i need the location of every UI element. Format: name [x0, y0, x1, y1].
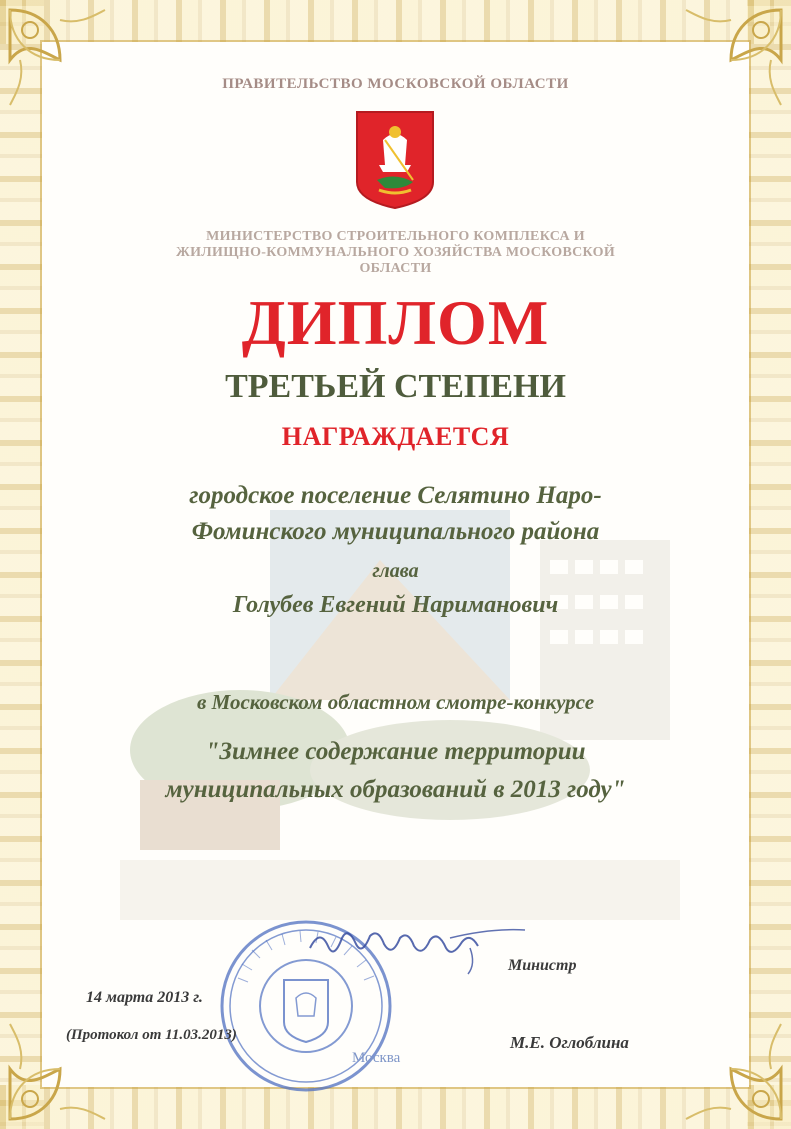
frame-border-top — [0, 0, 791, 44]
recipient-line: городское поселение Селятино Наро- — [189, 482, 602, 509]
contest-intro: в Московском областном смотре-конкурсе — [196, 690, 595, 714]
ministry-line: МИНИСТЕРСТВО СТРОИТЕЛЬНОГО КОМПЛЕКСА И — [206, 229, 585, 244]
minister-name: М.Е. Оглоблина — [510, 1033, 629, 1052]
contest-name-block — [60, 733, 731, 809]
contest-name-line: "Зимнее содержание территории — [205, 738, 586, 765]
contest-name-line: муниципальных образований в 2013 году" — [165, 776, 626, 803]
protocol-reference: (Протокол от 11.03.2013) — [66, 1027, 237, 1043]
handwritten-signature-icon — [300, 908, 530, 978]
frame-border-bottom — [0, 1085, 791, 1129]
issue-date: 14 марта 2013 г. — [86, 989, 203, 1006]
frame-border-right — [747, 0, 791, 1129]
ministry-header — [60, 229, 731, 277]
diploma-degree: ТРЕТЬЕЙ СТЕПЕНИ — [225, 368, 566, 405]
ministry-line: ОБЛАСТИ — [359, 261, 432, 276]
ministry-line: ЖИЛИЩНО-КОММУНАЛЬНОГО ХОЗЯЙСТВА МОСКОВСКОЙ — [175, 245, 616, 260]
recipient-post: глава — [372, 560, 419, 582]
ornament-corner-icon — [681, 1019, 791, 1129]
seal-city-text: Москва — [352, 1050, 401, 1066]
government-header: ПРАВИТЕЛЬСТВО МОСКОВСКОЙ ОБЛАСТИ — [222, 76, 569, 92]
minister-title: Министр — [508, 957, 577, 974]
moscow-oblast-coat-of-arms-icon — [355, 110, 435, 210]
diploma-title: ДИПЛОМ — [241, 287, 550, 358]
recipient-line: Фоминского муниципального района — [191, 518, 600, 545]
ornament-corner-icon — [0, 0, 110, 110]
recipient-person: Голубев Евгений Нариманович — [232, 592, 559, 618]
awarded-heading: НАГРАЖДАЕТСЯ — [281, 422, 510, 451]
ornament-corner-icon — [681, 0, 791, 110]
frame-border-left — [0, 0, 44, 1129]
recipient-block — [60, 478, 731, 550]
